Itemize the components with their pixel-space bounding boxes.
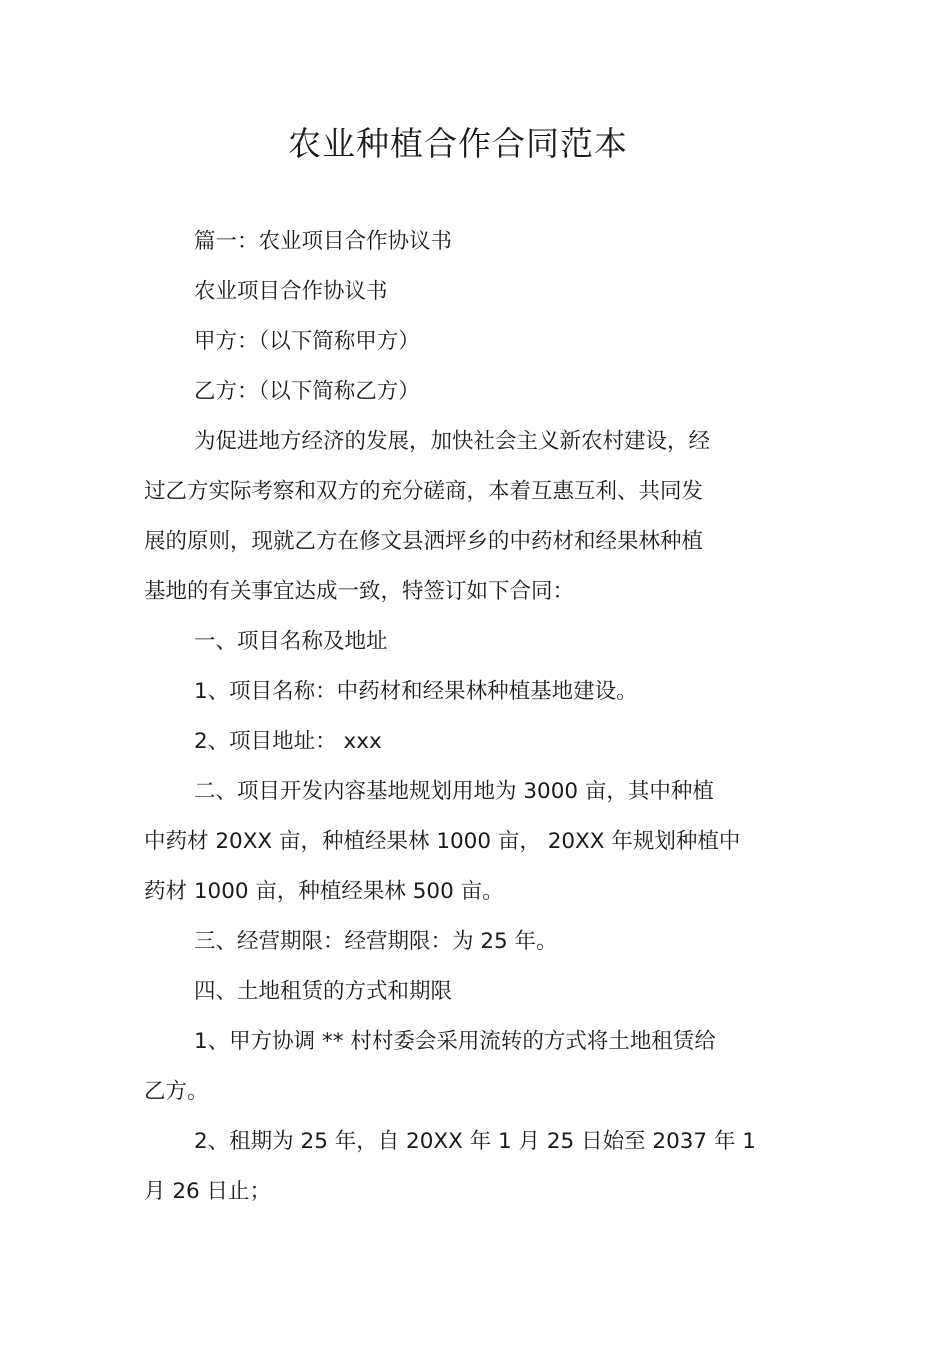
preamble-line-3: 展的原则，现就乙方在修文县洒坪乡的中药材和经果林种植 [144, 529, 704, 554]
development-content-line-1: 二、项目开发内容基地规划用地为 3000 亩，其中种植 [194, 779, 714, 804]
project-address-item: 2、项目地址： xxx [194, 729, 382, 754]
section-heading-part-one: 篇一：农业项目合作协议书 [194, 229, 453, 254]
document-title: 农业种植合作合同范本 [288, 124, 628, 163]
development-content-line-3: 药材 1000 亩，种植经果林 500 亩。 [144, 879, 504, 904]
preamble-line-4: 基地的有关事宜达成一致，特签订如下合同： [144, 579, 575, 604]
development-content-line-2: 中药材 20XX 亩，种植经果林 1000 亩， 20XX 年规划种植中 [144, 829, 741, 854]
party-b-line: 乙方：（以下简称乙方） [194, 379, 420, 404]
project-name-item: 1、项目名称：中药材和经果林种植基地建设。 [194, 679, 638, 704]
party-a-line: 甲方：（以下简称甲方） [194, 329, 420, 354]
lease-item-2-line-1: 2、租期为 25 年，自 20XX 年 1 月 25 日始至 2037 年 1 [194, 1129, 756, 1154]
section-heading-land-lease: 四、土地租赁的方式和期限 [194, 979, 453, 1004]
lease-item-1-line-2: 乙方。 [144, 1079, 209, 1104]
section-heading-term: 三、经营期限：经营期限：为 25 年。 [194, 929, 558, 954]
preamble-line-2: 过乙方实际考察和双方的充分磋商，本着互惠互利、共同发 [144, 479, 704, 504]
preamble-line-1: 为促进地方经济的发展，加快社会主义新农村建设，经 [194, 429, 711, 454]
agreement-subtitle: 农业项目合作协议书 [194, 279, 388, 304]
section-heading-project-name: 一、项目名称及地址 [194, 629, 388, 654]
lease-item-2-line-2: 月 26 日止； [144, 1179, 272, 1204]
lease-item-1-line-1: 1、甲方协调 ** 村村委会采用流转的方式将土地租赁给 [194, 1029, 716, 1054]
